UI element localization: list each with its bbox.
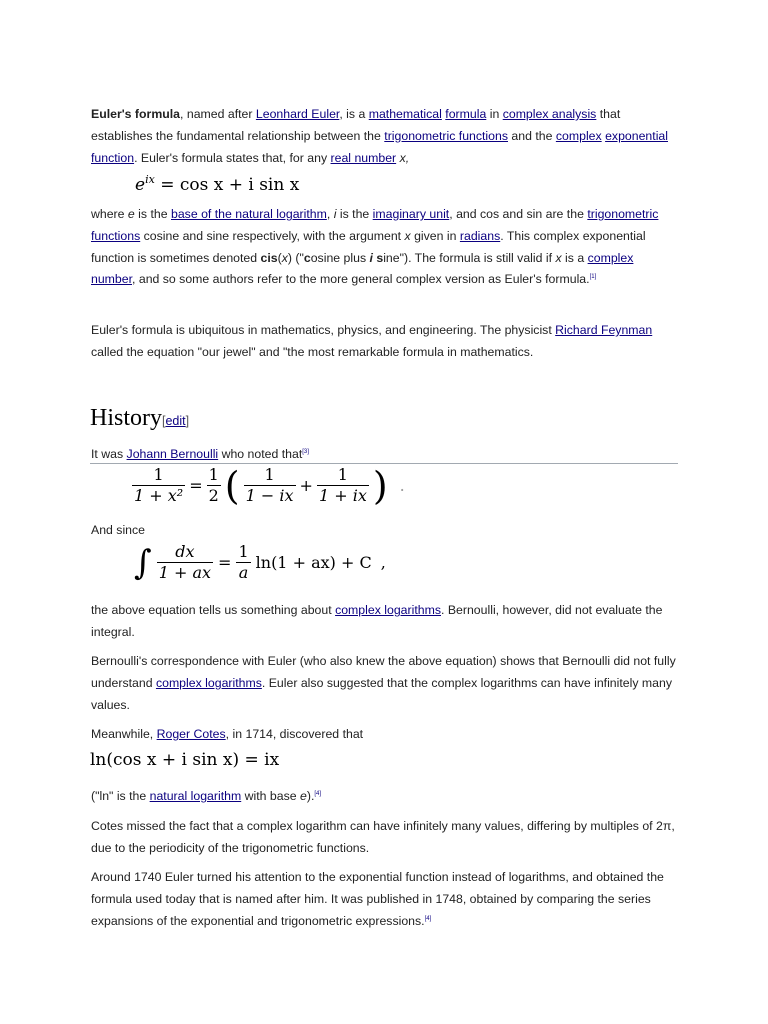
section-title: History: [90, 405, 162, 431]
text: It was: [91, 447, 127, 461]
cotes-equation: ln(cos x + i sin x) = ix: [90, 750, 280, 770]
text: called the equation "our jewel" and "the most remarkable formula in mathematics.: [91, 344, 534, 359]
history-heading: [90, 404, 189, 435]
text: i: [369, 250, 373, 265]
text: cis: [260, 250, 278, 265]
link-johann-bernoulli[interactable]: Johann Bernoulli: [126, 447, 219, 461]
numerator: 1: [208, 465, 219, 484]
denominator: 1 + x²: [134, 486, 184, 505]
link-complex[interactable]: complex: [555, 128, 602, 143]
where-paragraph: [91, 204, 681, 291]
text: ine"). The formula is still valid if: [383, 250, 556, 265]
text: i: [333, 207, 337, 221]
text: is the: [134, 207, 171, 221]
link-trigonometric-functions-2[interactable]: trigonometric functions: [91, 207, 659, 243]
text: with base: [241, 789, 301, 803]
link-mathematical[interactable]: mathematical: [368, 107, 442, 121]
denominator: 1 + ix: [318, 486, 367, 505]
link-richard-feynman[interactable]: Richard Feynman: [555, 323, 653, 337]
text: ,: [326, 207, 334, 221]
text: (: [277, 250, 282, 265]
numerator: 1: [244, 465, 296, 486]
cotes-missed-paragraph: Cotes missed the fact that a complex logarithm can have infinitely many values, differing by multiples of 2π, due to the periodicity of the trigonometric functions.: [91, 819, 675, 855]
numerator: 1: [317, 465, 369, 486]
equals-sign: =: [189, 475, 203, 495]
text: cosine and sine respectively, with the argument: [140, 228, 405, 243]
text: x: [555, 250, 562, 265]
bracket: ]: [185, 414, 190, 428]
text: who noted that: [218, 447, 303, 461]
edit-link[interactable]: edit: [165, 414, 186, 428]
link-base-natural-logarithm[interactable]: base of the natural logarithm: [171, 207, 327, 221]
link-complex-analysis[interactable]: complex analysis: [502, 107, 597, 121]
text: the above equation tells us something about: [91, 603, 336, 617]
text: . Euler also suggested that the complex logarithms can have infinitely many values.: [91, 675, 673, 712]
correspondence-paragraph: [91, 651, 681, 716]
around-1740-paragraph: [91, 867, 681, 932]
ln-note-paragraph: [91, 786, 681, 808]
math: = cos x + i sin x: [154, 175, 300, 195]
text: e: [300, 789, 307, 803]
text: . Bernoulli, however, did not evaluate the integral.: [91, 603, 663, 639]
text: Bernoulli's correspondence with Euler (who also knew the above equation) shows that Bernoulli did not fully understand: [91, 654, 676, 690]
numerator: dx: [157, 542, 213, 563]
right-paren: ): [372, 463, 388, 508]
euler-formula-equation: [135, 174, 299, 196]
text: that establishes the fundamental relationship between the: [91, 107, 621, 143]
text: , in 1714, discovered that: [225, 727, 364, 741]
numerator: 1: [132, 465, 185, 486]
text: ("ln" is the: [91, 789, 150, 803]
text: Around 1740 Euler turned his attention to the exponential function instead of logarithms, and obtained the formula used today that is named after him. It was published in 1748, obtained by comparing the series expansions of the exponential and trigonometric expressions.: [91, 870, 664, 928]
cotes-paragraph: [91, 724, 681, 746]
fraction-lhs: [132, 465, 185, 506]
reference-1[interactable]: [1]: [589, 274, 597, 281]
text: x,: [396, 150, 410, 165]
text: osine plus: [310, 250, 370, 265]
numerator: 1: [238, 542, 249, 561]
fraction-half: [207, 465, 221, 506]
link-formula[interactable]: formula: [445, 107, 487, 121]
link-exponential-function[interactable]: exponential function: [91, 128, 668, 165]
text: is the: [336, 207, 373, 221]
link-radians[interactable]: radians: [459, 228, 501, 243]
plus-sign: +: [299, 475, 313, 495]
text: s: [376, 250, 384, 265]
text: c: [303, 250, 311, 265]
ubiquitous-paragraph: [91, 320, 681, 364]
text: Euler's formula is ubiquitous in mathematics, physics, and engineering. The physicist: [91, 323, 556, 337]
link-roger-cotes[interactable]: Roger Cotes: [156, 727, 226, 741]
integral-equation: [134, 542, 386, 583]
link-leonhard-euler[interactable]: Leonhard Euler: [255, 107, 340, 121]
intro-paragraph: [91, 104, 681, 169]
denominator: a: [238, 563, 249, 582]
fraction-b: [317, 465, 369, 506]
reference-4[interactable]: [4]: [314, 791, 322, 797]
text: . This complex exponential function is sometimes denoted: [91, 228, 646, 265]
link-trigonometric-functions[interactable]: trigonometric functions: [384, 128, 508, 143]
text: given in: [410, 228, 460, 243]
text: Meanwhile,: [91, 727, 157, 741]
text: x: [404, 228, 411, 243]
text: , is a: [339, 107, 369, 121]
denominator: 1 − ix: [245, 486, 294, 505]
comma: ,: [380, 552, 386, 572]
denominator: 1 + ax: [158, 563, 212, 582]
bracket: [: [162, 414, 166, 428]
link-complex-logarithms-2[interactable]: complex logarithms: [155, 675, 262, 690]
equals-sign: =: [218, 552, 232, 572]
link-natural-logarithm[interactable]: natural logarithm: [149, 789, 242, 803]
log-term: ln(1 + ax) + C: [255, 552, 372, 572]
math: e: [135, 175, 146, 195]
above-equation-paragraph: [91, 600, 681, 644]
edit-section: [162, 414, 189, 428]
text: e: [127, 207, 135, 221]
text: is a: [561, 250, 588, 265]
text: in: [486, 107, 503, 121]
period: .: [399, 475, 405, 495]
integral-sign: ∫: [134, 542, 152, 583]
text: x: [281, 250, 288, 265]
link-real-number[interactable]: real number: [330, 150, 397, 165]
fraction-coefficient: [236, 542, 250, 583]
text: , and so some authors refer to the more general complex version as Euler's formula.: [132, 272, 590, 287]
text: where: [91, 207, 128, 221]
link-complex-logarithms[interactable]: complex logarithms: [335, 603, 441, 617]
math-exponent: ix: [145, 173, 155, 186]
bernoulli-equation: [132, 465, 405, 506]
text: , and cos and sin are the: [449, 207, 588, 221]
text: ).: [306, 789, 315, 803]
text: , named after: [180, 107, 256, 121]
link-imaginary-unit[interactable]: imaginary unit: [372, 207, 450, 221]
lead-term: Euler's formula: [91, 107, 181, 121]
and-since-text: And since: [91, 523, 146, 537]
text: . Euler's formula states that, for any: [134, 150, 331, 165]
denominator: 2: [208, 486, 219, 505]
link-complex-number[interactable]: complex number: [91, 250, 634, 287]
reference-4b[interactable]: [4]: [424, 915, 432, 922]
reference-3[interactable]: [3]: [302, 449, 309, 455]
text: ) (": [287, 250, 304, 265]
left-paren: (: [224, 463, 240, 508]
text: and the: [508, 128, 556, 143]
fraction-integrand: [157, 542, 213, 583]
fraction-a: [244, 465, 296, 506]
